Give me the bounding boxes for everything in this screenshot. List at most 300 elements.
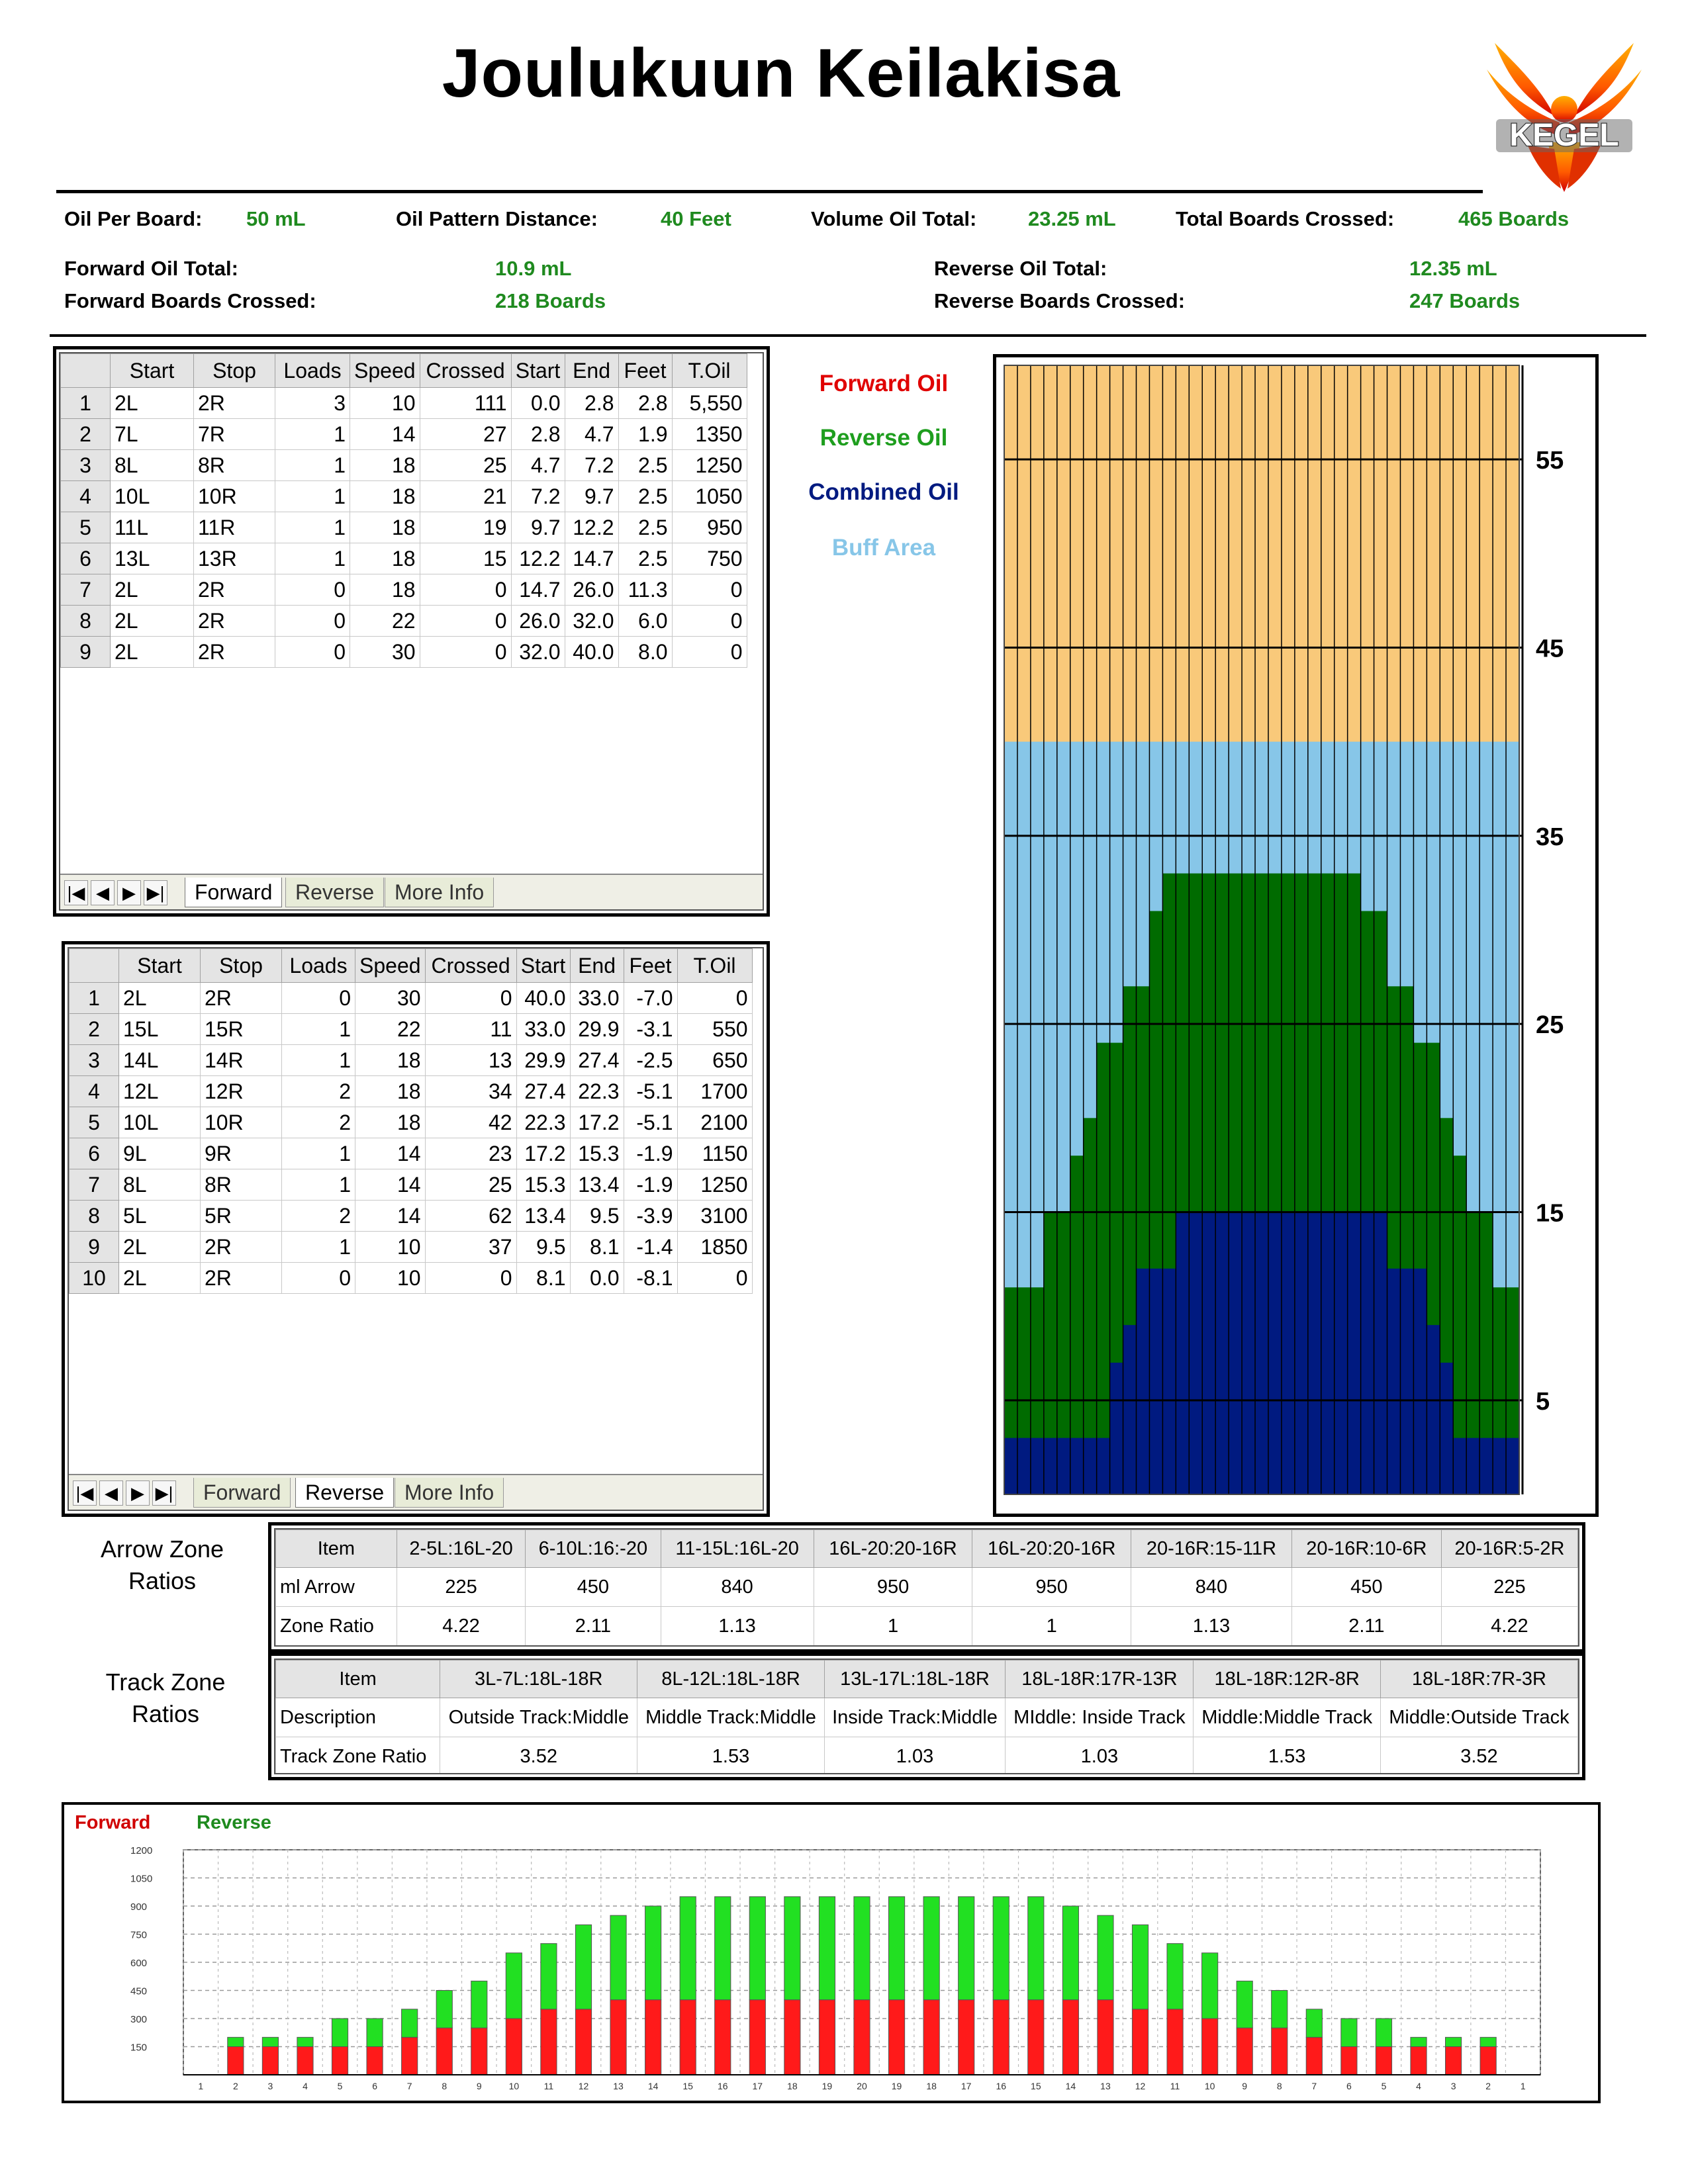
table-cell[interactable]: 1350 [672,419,747,450]
row-header[interactable]: 10 [70,1263,119,1294]
table-cell[interactable]: -3.9 [624,1201,677,1232]
table-cell[interactable]: 18 [350,512,420,543]
table-cell[interactable]: 15 [420,543,511,574]
table-cell[interactable]: 18 [350,543,420,574]
col-speed[interactable]: Speed [350,354,420,388]
feet-tick-label: 5 [1536,1387,1550,1416]
table-cell[interactable]: 12L [119,1076,201,1107]
table-cell[interactable]: 2.5 [618,512,672,543]
table-cell[interactable]: 2R [194,574,275,606]
combined-oil-bar [1506,1438,1519,1494]
table-cell[interactable]: 8R [194,450,275,481]
col-speed[interactable]: Speed [355,949,426,983]
table-cell[interactable]: 0 [275,574,350,606]
table-cell[interactable]: 18 [355,1045,426,1076]
table-cell[interactable]: 8.0 [618,637,672,668]
row-header[interactable]: 2 [70,1014,119,1045]
table-cell[interactable]: 1850 [677,1232,752,1263]
forward-bar [1272,2028,1288,2075]
table-cell[interactable]: 0 [420,574,511,606]
table-cell[interactable]: 37 [425,1232,516,1263]
table-cell[interactable]: 13.4 [570,1169,624,1201]
reverse-bar [262,2037,278,2046]
table-cell[interactable]: 2.5 [618,543,672,574]
reverse-bar [367,2019,383,2047]
table-cell[interactable]: 1 [282,1138,355,1169]
table-cell[interactable]: 8L [111,450,194,481]
table-cell[interactable]: 33.0 [570,983,624,1014]
table-cell[interactable]: 14 [355,1138,426,1169]
row-header[interactable]: 5 [61,512,111,543]
forward-total-value: 10.9 mL [495,257,572,280]
table-cell[interactable]: 8L [119,1169,201,1201]
table-cell[interactable]: 3100 [677,1201,752,1232]
zone-header-cell: 8L-12L:18L-18R [637,1661,824,1698]
zone-header-cell: 16L-20:20-16R [972,1530,1131,1568]
table-cell[interactable]: 42 [425,1107,516,1138]
combined-oil-bar [1084,1438,1097,1494]
combined-oil-bar [1215,1212,1229,1495]
table-cell[interactable]: 12.2 [511,543,565,574]
table-cell[interactable]: 750 [672,543,747,574]
combined-oil-bar [1361,1212,1374,1495]
table-cell[interactable]: 2L [111,388,194,419]
col-feet[interactable]: Feet [618,354,672,388]
table-row [61,543,747,574]
forward-bar [1098,2000,1113,2075]
table-cell[interactable]: 25 [420,450,511,481]
tab-forward[interactable]: Forward [185,878,282,907]
table-cell[interactable]: -3.1 [624,1014,677,1045]
reverse-bar [402,2009,418,2038]
table-row [70,1014,753,1045]
table-cell[interactable]: 2R [201,1263,282,1294]
table-cell[interactable]: 0 [275,606,350,637]
table-cell[interactable]: 2100 [677,1107,752,1138]
row-header[interactable]: 2 [61,419,111,450]
zone-cell: 4.22 [397,1607,525,1646]
table-cell[interactable]: 1250 [677,1169,752,1201]
reverse-bar [471,1981,487,2028]
forward-bar [1167,2009,1183,2075]
table-cell[interactable]: -8.1 [624,1263,677,1294]
col-toil[interactable]: T.Oil [672,354,747,388]
table-cell[interactable]: 2L [119,983,201,1014]
table-cell[interactable]: 10L [119,1107,201,1138]
table-cell[interactable]: 0 [420,606,511,637]
row-header[interactable]: 8 [61,606,111,637]
table-cell[interactable]: 13 [425,1045,516,1076]
table-cell[interactable]: 2.5 [618,481,672,512]
table-cell[interactable]: 15.3 [570,1138,624,1169]
table-cell[interactable]: 11R [194,512,275,543]
table-cell[interactable]: 0.0 [570,1263,624,1294]
table-cell[interactable]: 25 [425,1169,516,1201]
table-cell[interactable]: 9R [201,1138,282,1169]
corner-cell[interactable] [61,354,111,388]
x-tick-label: 17 [752,2081,763,2091]
col-end[interactable]: End [570,949,624,983]
table-row [61,419,747,450]
table-cell[interactable]: 9.7 [511,512,565,543]
table-cell[interactable]: 10R [201,1107,282,1138]
table-cell[interactable]: 29.9 [516,1045,570,1076]
col-start-ft[interactable]: Start [511,354,565,388]
table-cell[interactable]: 27 [420,419,511,450]
tab-reverse[interactable]: Reverse [285,878,384,907]
table-cell[interactable]: 1 [282,1232,355,1263]
table-cell[interactable]: 40.0 [565,637,618,668]
zone-cell: MIddle: Inside Track [1006,1698,1194,1737]
table-cell[interactable]: 22.3 [570,1076,624,1107]
table-cell[interactable]: 0 [677,1263,752,1294]
forward-bar [1446,2047,1462,2075]
first-sheet-button[interactable]: |◀ [64,880,88,905]
col-toil[interactable]: T.Oil [677,949,752,983]
table-cell[interactable]: 0 [425,1263,516,1294]
forward-bar [1062,2000,1078,2075]
forward-bar [1237,2028,1252,2075]
combined-oil-bar [1282,1212,1295,1495]
reverse-bar [854,1897,870,2000]
table-cell[interactable]: 0 [420,637,511,668]
row-header[interactable]: 7 [61,574,111,606]
table-cell[interactable]: 32.0 [511,637,565,668]
table-cell[interactable]: 2L [119,1263,201,1294]
table-cell[interactable]: 2.8 [511,419,565,450]
reverse-bar [1272,1991,1288,2028]
col-end[interactable]: End [565,354,618,388]
table-cell[interactable]: 111 [420,388,511,419]
combined-oil-bar [1493,1438,1506,1494]
table-cell[interactable]: 18 [350,481,420,512]
table-cell[interactable]: 10 [355,1232,426,1263]
table-cell[interactable]: 8.1 [570,1232,624,1263]
table-cell[interactable]: 1 [275,450,350,481]
combined-oil-bar [1162,1269,1176,1494]
table-cell[interactable]: 13L [111,543,194,574]
table-cell[interactable]: 15R [201,1014,282,1045]
x-tick-label: 19 [821,2081,833,2091]
reverse-bar [1480,2037,1496,2046]
table-cell[interactable]: 7.2 [565,450,618,481]
table-cell[interactable]: 5,550 [672,388,747,419]
zone-cell: Outside Track:Middle [440,1698,637,1737]
zone-row [276,1698,1578,1737]
table-cell[interactable]: -2.5 [624,1045,677,1076]
row-header[interactable]: 1 [61,388,111,419]
row-header[interactable]: 5 [70,1107,119,1138]
table-cell[interactable]: -1.9 [624,1169,677,1201]
table-cell[interactable]: 9L [119,1138,201,1169]
table-cell[interactable]: 14 [355,1201,426,1232]
x-tick-label: 2 [1485,2081,1491,2091]
oil-volume-chart [62,1802,1601,2103]
table-cell[interactable]: 26.0 [565,574,618,606]
table-cell[interactable]: -7.0 [624,983,677,1014]
table-cell[interactable]: 1 [282,1014,355,1045]
table-cell[interactable]: 21 [420,481,511,512]
table-cell[interactable]: 7R [194,419,275,450]
row-header[interactable]: 3 [70,1045,119,1076]
table-cell[interactable]: 27.4 [516,1076,570,1107]
oil-per-board-value: 50 mL [246,207,306,230]
table-cell[interactable]: 8R [201,1169,282,1201]
forward-bar [645,2000,661,2075]
tab-reverse[interactable]: Reverse [295,1478,394,1508]
x-tick-label: 1 [198,2081,204,2091]
col-start[interactable]: Start [111,354,194,388]
zone-cell: Track Zone Ratio [276,1737,440,1775]
col-loads[interactable]: Loads [275,354,350,388]
table-cell[interactable]: 5L [119,1201,201,1232]
combined-oil-bar [1229,1212,1242,1495]
combined-oil-bar [1321,1212,1335,1495]
reverse-bar [680,1897,696,2000]
table-cell[interactable]: 17.2 [516,1138,570,1169]
combined-oil-bar [1070,1438,1084,1494]
col-feet[interactable]: Feet [624,949,677,983]
col-start[interactable]: Start [119,949,201,983]
tab-more-info[interactable]: More Info [385,878,494,907]
table-cell[interactable]: 2.8 [565,388,618,419]
table-cell[interactable]: 32.0 [565,606,618,637]
forward-bar [1202,2019,1218,2075]
table-cell[interactable]: 26.0 [511,606,565,637]
forward-bar [1341,2047,1357,2075]
first-sheet-button[interactable]: |◀ [73,1480,97,1506]
reverse-bar [332,2019,348,2047]
table-cell[interactable]: 19 [420,512,511,543]
table-cell[interactable]: 7L [111,419,194,450]
forward-bar [993,2000,1009,2075]
col-crossed[interactable]: Crossed [425,949,516,983]
row-header[interactable]: 9 [61,637,111,668]
row-header[interactable]: 3 [61,450,111,481]
zone-header-cell: 18L-18R:17R-13R [1006,1661,1194,1698]
table-cell[interactable]: 12.2 [565,512,618,543]
zone-cell: 1.03 [1006,1737,1194,1775]
row-header[interactable]: 4 [61,481,111,512]
table-cell[interactable]: 10 [355,1263,426,1294]
forward-boards-label: Forward Boards Crossed: [64,289,316,312]
table-cell[interactable]: 30 [355,983,426,1014]
combined-oil-bar [1189,1212,1202,1495]
table-cell[interactable]: 11.3 [618,574,672,606]
table-cell[interactable]: 1.9 [618,419,672,450]
table-cell[interactable]: 14.7 [565,543,618,574]
table-cell[interactable]: 17.2 [570,1107,624,1138]
zone-header-row [276,1530,1578,1568]
table-cell[interactable]: 27.4 [570,1045,624,1076]
zone-header-cell: 13L-17L:18L-18R [824,1661,1006,1698]
table-cell[interactable]: 2.5 [618,450,672,481]
zone-cell: 950 [814,1568,972,1607]
table-cell[interactable]: 9.5 [570,1201,624,1232]
table-cell[interactable]: 7.2 [511,481,565,512]
table-cell[interactable]: -5.1 [624,1076,677,1107]
row-header[interactable]: 4 [70,1076,119,1107]
combined-oil-bar [1149,1269,1162,1494]
table-cell[interactable]: 1050 [672,481,747,512]
table-cell[interactable]: 2L [111,574,194,606]
next-sheet-button[interactable]: ▶ [117,880,141,905]
table-cell[interactable]: 33.0 [516,1014,570,1045]
corner-cell[interactable] [70,949,119,983]
table-cell[interactable]: 13R [194,543,275,574]
x-tick-label: 4 [1416,2081,1421,2091]
table-cell[interactable]: -5.1 [624,1107,677,1138]
table-cell[interactable]: 0 [677,983,752,1014]
table-cell[interactable]: 12R [201,1076,282,1107]
table-cell[interactable]: 9.5 [516,1232,570,1263]
combined-oil-bar [1413,1269,1427,1494]
table-cell[interactable]: 2 [282,1076,355,1107]
table-cell[interactable]: 950 [672,512,747,543]
pattern-distance-label: Oil Pattern Distance: [396,207,598,230]
table-cell[interactable]: 1 [275,419,350,450]
table-cell[interactable]: 30 [350,637,420,668]
col-loads[interactable]: Loads [282,949,355,983]
table-cell[interactable]: 0 [275,637,350,668]
table-cell[interactable]: 14 [350,419,420,450]
table-cell[interactable]: 2R [201,983,282,1014]
table-cell[interactable]: 11 [425,1014,516,1045]
next-sheet-button[interactable]: ▶ [126,1480,150,1506]
table-cell[interactable]: 4.7 [565,419,618,450]
table-cell[interactable]: 34 [425,1076,516,1107]
zone-cell: 1.13 [661,1607,814,1646]
table-cell[interactable]: 14 [355,1169,426,1201]
forward-bar [471,2028,487,2075]
prev-sheet-button[interactable]: ◀ [99,1480,123,1506]
table-cell[interactable]: 2L [111,637,194,668]
table-cell[interactable]: 14.7 [511,574,565,606]
table-cell[interactable]: 0 [282,983,355,1014]
row-header[interactable]: 1 [70,983,119,1014]
table-cell[interactable]: 10 [350,388,420,419]
table-cell[interactable]: 1 [282,1045,355,1076]
table-cell[interactable]: 2 [282,1107,355,1138]
table-cell[interactable]: 0 [282,1263,355,1294]
zone-cell: Middle:Outside Track [1380,1698,1577,1737]
table-cell[interactable]: 22 [355,1014,426,1045]
table-cell[interactable]: 9.7 [565,481,618,512]
table-cell[interactable]: 2.8 [618,388,672,419]
table-cell[interactable]: 0 [672,574,747,606]
table-cell[interactable]: 62 [425,1201,516,1232]
x-tick-label: 15 [1031,2081,1041,2091]
table-cell[interactable]: 5R [201,1201,282,1232]
combined-oil-bar [1453,1438,1466,1494]
table-cell[interactable]: 6.0 [618,606,672,637]
zone-cell: 450 [526,1568,661,1607]
col-start-ft[interactable]: Start [516,949,570,983]
row-header[interactable]: 6 [70,1138,119,1169]
table-cell[interactable]: 2R [194,606,275,637]
table-cell[interactable]: 10R [194,481,275,512]
table-cell[interactable]: 40.0 [516,983,570,1014]
table-cell[interactable]: 14L [119,1045,201,1076]
table-cell[interactable]: 650 [677,1045,752,1076]
combined-oil-bar [1374,1212,1387,1495]
table-cell[interactable]: 13.4 [516,1201,570,1232]
reverse-oil-bar [1097,1043,1110,1494]
table-cell[interactable]: 18 [350,574,420,606]
table-cell[interactable]: 11L [111,512,194,543]
row-header[interactable]: 6 [61,543,111,574]
table-cell[interactable]: 2L [111,606,194,637]
prev-sheet-button[interactable]: ◀ [91,880,115,905]
combined-oil-bar [1110,1363,1123,1494]
table-cell[interactable]: -1.4 [624,1232,677,1263]
table-cell[interactable]: 1 [282,1169,355,1201]
combined-oil-bar [1242,1212,1255,1495]
table-cell[interactable]: 4.7 [511,450,565,481]
forward-bar [262,2047,278,2075]
table-cell[interactable]: 1250 [672,450,747,481]
table-cell[interactable]: 18 [350,450,420,481]
legend-forward: Forward [75,1812,151,1833]
table-cell[interactable]: 1700 [677,1076,752,1107]
table-cell[interactable]: 18 [355,1107,426,1138]
table-cell[interactable]: 18 [355,1076,426,1107]
table-cell[interactable]: -1.9 [624,1138,677,1169]
row-header[interactable]: 9 [70,1232,119,1263]
table-cell[interactable]: 29.9 [570,1014,624,1045]
table-cell[interactable]: 0.0 [511,388,565,419]
feet-tick-label: 25 [1536,1011,1564,1040]
table-cell[interactable]: 15.3 [516,1169,570,1201]
oil-per-board-label: Oil Per Board: [64,207,203,230]
table-cell[interactable]: 23 [425,1138,516,1169]
table-cell[interactable]: 1 [275,481,350,512]
table-cell[interactable]: 8.1 [516,1263,570,1294]
tab-forward[interactable]: Forward [193,1478,291,1508]
reverse-bar [1306,2009,1322,2038]
last-sheet-button[interactable]: ▶| [152,1480,176,1506]
table-cell[interactable]: 0 [672,637,747,668]
last-sheet-button[interactable]: ▶| [144,880,167,905]
col-stop[interactable]: Stop [201,949,282,983]
table-cell[interactable]: 15L [119,1014,201,1045]
table-cell[interactable]: 3 [275,388,350,419]
table-cell[interactable]: 22 [350,606,420,637]
table-cell[interactable]: 14R [201,1045,282,1076]
table-cell[interactable]: 2R [194,388,275,419]
table-cell[interactable]: 0 [672,606,747,637]
table-cell[interactable]: 2 [282,1201,355,1232]
table-cell[interactable]: 1 [275,512,350,543]
row-header[interactable]: 8 [70,1201,119,1232]
table-cell[interactable]: 0 [425,983,516,1014]
header-rule [56,190,1483,193]
table-cell[interactable]: 1150 [677,1138,752,1169]
tab-more-info[interactable]: More Info [395,1478,504,1508]
table-cell[interactable]: 22.3 [516,1107,570,1138]
col-stop[interactable]: Stop [194,354,275,388]
table-cell[interactable]: 2L [119,1232,201,1263]
table-cell[interactable]: 10L [111,481,194,512]
table-cell[interactable]: 2R [201,1232,282,1263]
row-header[interactable]: 7 [70,1169,119,1201]
combined-oil-bar [1123,1325,1137,1494]
zone-cell: 4.22 [1441,1607,1577,1646]
table-cell[interactable]: 2R [194,637,275,668]
col-crossed[interactable]: Crossed [420,354,511,388]
table-cell[interactable]: 1 [275,543,350,574]
table-cell[interactable]: 550 [677,1014,752,1045]
